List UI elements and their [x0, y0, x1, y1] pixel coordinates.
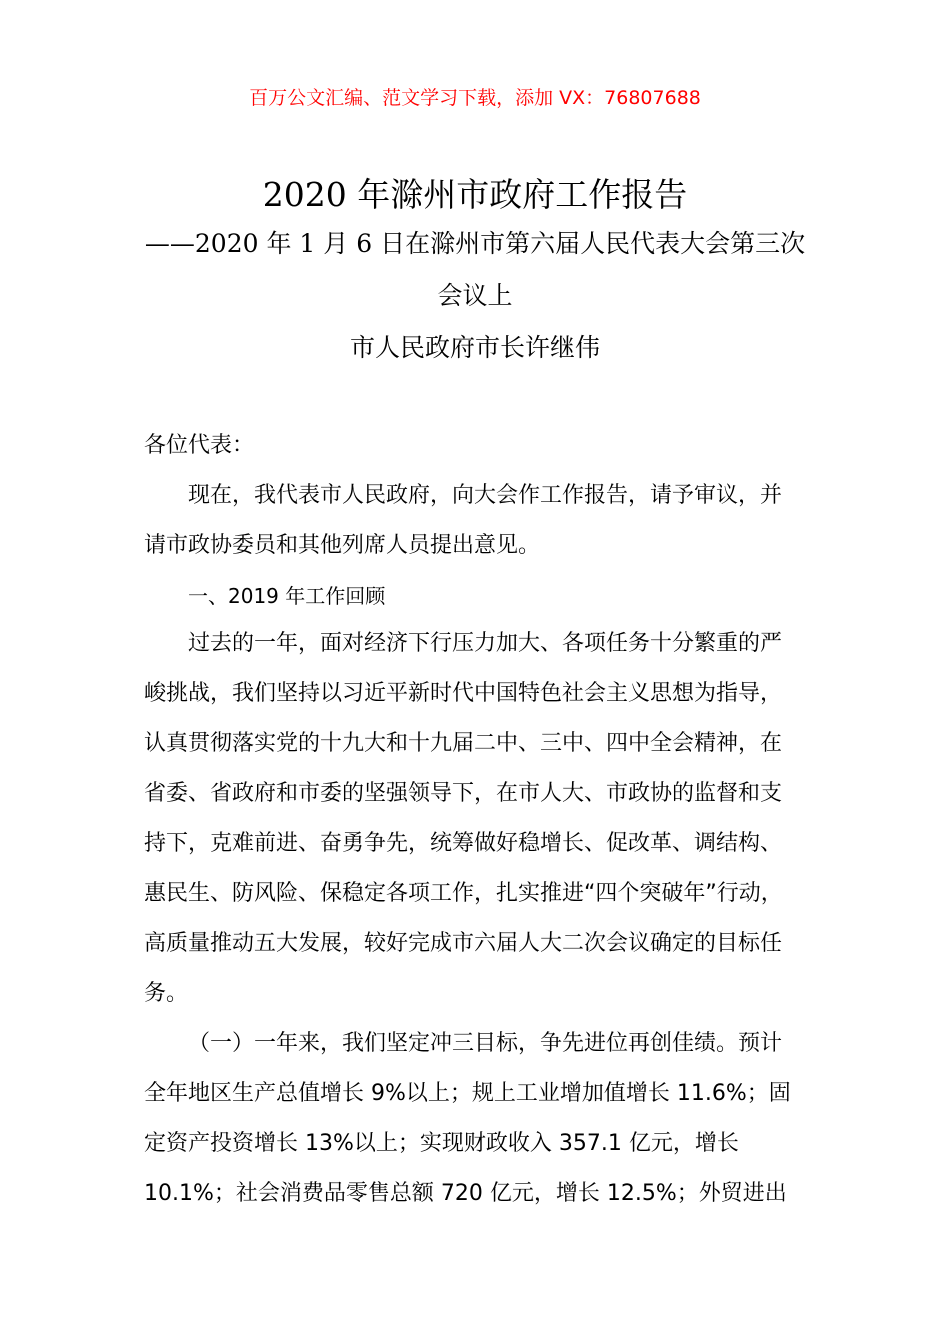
paragraph-line: 现在，我代表市人民政府，向大会作工作报告，请予审议，并	[188, 483, 783, 508]
paragraph-line: 省委、省政府和市委的坚强领导下，在市人大、市政协的监督和支	[144, 781, 783, 806]
paragraph-line: 请市政协委员和其他列席人员提出意见。	[144, 533, 541, 558]
report-subtitle-continued: 会议上	[437, 281, 513, 310]
report-title: 2020 年滁州市政府工作报告	[262, 175, 688, 214]
report-subtitle: ——2020 年 1 月 6 日在滁州市第六届人民代表大会第三次	[144, 229, 806, 258]
section-heading: 一、2019 年工作回顾	[188, 584, 386, 608]
paragraph-line: （一）一年来，我们坚定冲三目标，争先进位再创佳绩。预计	[188, 1031, 783, 1056]
paragraph-line: 过去的一年，面对经济下行压力加大、各项任务十分繁重的严	[188, 631, 783, 656]
paragraph-line: 10.1%；社会消费品零售总额 720 亿元，增长 12.5%；外贸进出	[144, 1181, 787, 1206]
paragraph-line: 认真贯彻落实党的十九大和十九届二中、三中、四中全会精神，在	[144, 731, 783, 756]
salutation: 各位代表：	[144, 433, 255, 458]
paragraph-line: 务。	[144, 981, 189, 1006]
paragraph-line: 全年地区生产总值增长 9%以上；规上工业增加值增长 11.6%；固	[144, 1081, 791, 1106]
paragraph-line: 峻挑战，我们坚持以习近平新时代中国特色社会主义思想为指导，	[144, 681, 783, 706]
download-notice: 百万公文汇编、范文学习下载，添加 VX：76807688	[249, 87, 701, 109]
paragraph-line: 惠民生、防风险、保稳定各项工作，扎实推进“四个突破年”行动，	[144, 881, 783, 906]
paragraph-line: 定资产投资增长 13%以上；实现财政收入 357.1 亿元，增长	[144, 1131, 739, 1156]
paragraph-line: 持下，克难前进、奋勇争先，统筹做好稳增长、促改革、调结构、	[144, 831, 783, 856]
paragraph-line: 高质量推动五大发展，较好完成市六届人大二次会议确定的目标任	[144, 931, 783, 956]
report-author: 市人民政府市长许继伟	[349, 333, 600, 362]
